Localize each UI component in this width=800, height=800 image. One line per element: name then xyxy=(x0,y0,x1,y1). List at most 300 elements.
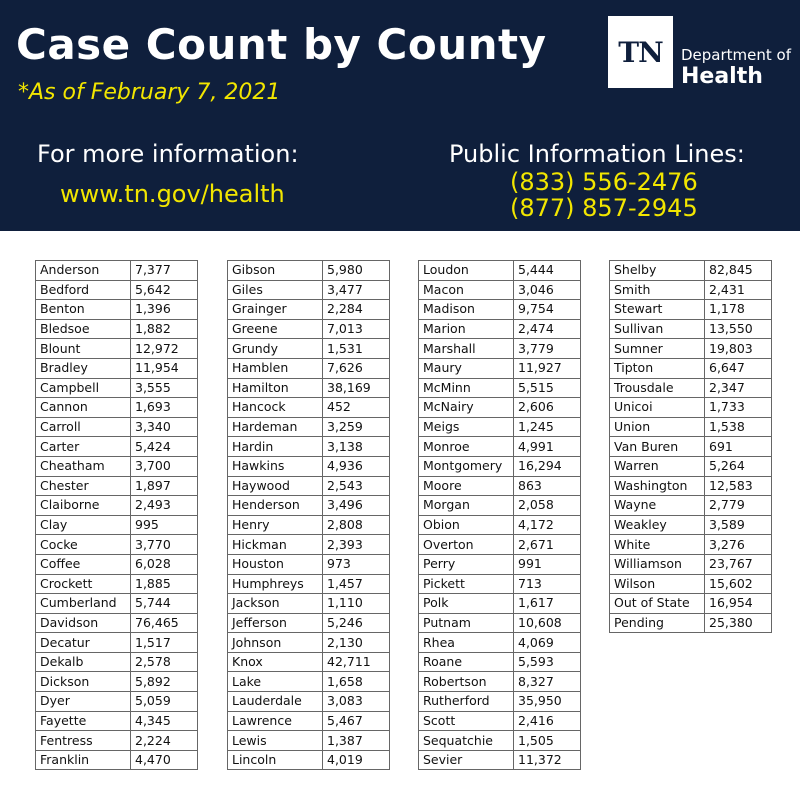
table-row xyxy=(610,358,772,378)
case-count: 11,954 xyxy=(131,358,198,378)
table-row xyxy=(419,378,581,398)
county-name: Gibson xyxy=(228,261,323,281)
case-count: 5,444 xyxy=(514,261,581,281)
case-count: 863 xyxy=(514,476,581,496)
table-row xyxy=(228,496,390,516)
table-row xyxy=(419,692,581,712)
case-count: 3,477 xyxy=(323,280,390,300)
table-row xyxy=(36,437,198,457)
table-row xyxy=(419,496,581,516)
table-row xyxy=(36,339,198,359)
county-table-2 xyxy=(227,260,390,770)
case-count: 6,028 xyxy=(131,554,198,574)
county-name: Lauderdale xyxy=(228,692,323,712)
table-row xyxy=(228,437,390,457)
case-count: 2,606 xyxy=(514,398,581,418)
county-name: Bledsoe xyxy=(36,319,131,339)
table-row xyxy=(419,672,581,692)
case-count: 9,754 xyxy=(514,300,581,320)
county-name: Grainger xyxy=(228,300,323,320)
case-count: 995 xyxy=(131,515,198,535)
table-row xyxy=(36,554,198,574)
case-count: 5,059 xyxy=(131,692,198,712)
table-row xyxy=(36,613,198,633)
county-name: White xyxy=(610,535,705,555)
case-count: 15,602 xyxy=(705,574,772,594)
case-count: 3,555 xyxy=(131,378,198,398)
case-count: 2,347 xyxy=(705,378,772,398)
case-count: 2,224 xyxy=(131,731,198,751)
table-row xyxy=(36,515,198,535)
county-name: Pending xyxy=(610,613,705,633)
case-count: 2,779 xyxy=(705,496,772,516)
table-row xyxy=(419,261,581,281)
county-name: Cocke xyxy=(36,535,131,555)
case-count: 991 xyxy=(514,554,581,574)
case-count: 5,744 xyxy=(131,594,198,614)
case-count: 1,457 xyxy=(323,574,390,594)
county-name: Bedford xyxy=(36,280,131,300)
county-name: Sequatchie xyxy=(419,731,514,751)
case-count: 2,416 xyxy=(514,711,581,731)
county-name: Bradley xyxy=(36,358,131,378)
case-count: 1,110 xyxy=(323,594,390,614)
case-count: 1,245 xyxy=(514,417,581,437)
table-row xyxy=(228,535,390,555)
county-name: Loudon xyxy=(419,261,514,281)
county-name: Van Buren xyxy=(610,437,705,457)
table-row xyxy=(610,535,772,555)
table-row xyxy=(228,574,390,594)
table-row xyxy=(36,672,198,692)
county-table-4 xyxy=(609,260,772,633)
table-row xyxy=(228,261,390,281)
case-count: 2,671 xyxy=(514,535,581,555)
table-row xyxy=(419,437,581,457)
county-name: Monroe xyxy=(419,437,514,457)
case-count: 1,617 xyxy=(514,594,581,614)
case-count: 2,808 xyxy=(323,515,390,535)
county-name: Carter xyxy=(36,437,131,457)
table-row xyxy=(610,437,772,457)
county-name: Pickett xyxy=(419,574,514,594)
county-name: Hardeman xyxy=(228,417,323,437)
county-name: Lake xyxy=(228,672,323,692)
table-row xyxy=(36,652,198,672)
case-count: 11,372 xyxy=(514,750,581,770)
county-name: Henderson xyxy=(228,496,323,516)
table-row xyxy=(610,280,772,300)
case-count: 7,626 xyxy=(323,358,390,378)
county-name: Houston xyxy=(228,554,323,574)
table-row xyxy=(36,750,198,770)
table-row xyxy=(36,261,198,281)
county-name: Davidson xyxy=(36,613,131,633)
table-row xyxy=(228,300,390,320)
case-count: 1,538 xyxy=(705,417,772,437)
county-name: Lawrence xyxy=(228,711,323,731)
case-count: 4,345 xyxy=(131,711,198,731)
county-name: McMinn xyxy=(419,378,514,398)
case-count: 4,936 xyxy=(323,456,390,476)
table-row xyxy=(419,339,581,359)
table-row xyxy=(228,358,390,378)
case-count: 13,550 xyxy=(705,319,772,339)
table-row xyxy=(419,554,581,574)
case-count: 691 xyxy=(705,437,772,457)
case-count: 12,583 xyxy=(705,476,772,496)
county-name: Benton xyxy=(36,300,131,320)
county-name: Morgan xyxy=(419,496,514,516)
table-row xyxy=(610,261,772,281)
county-name: Montgomery xyxy=(419,456,514,476)
county-name: Williamson xyxy=(610,554,705,574)
case-count: 7,013 xyxy=(323,319,390,339)
case-count: 5,467 xyxy=(323,711,390,731)
table-row xyxy=(36,496,198,516)
case-count: 1,897 xyxy=(131,476,198,496)
table-row xyxy=(228,692,390,712)
case-count: 1,505 xyxy=(514,731,581,751)
table-row xyxy=(228,731,390,751)
case-count: 19,803 xyxy=(705,339,772,359)
more-info-label: For more information: xyxy=(37,140,299,168)
county-name: Cannon xyxy=(36,398,131,418)
county-name: Overton xyxy=(419,535,514,555)
county-name: Dyer xyxy=(36,692,131,712)
county-name: Campbell xyxy=(36,378,131,398)
case-count: 2,431 xyxy=(705,280,772,300)
table-row xyxy=(419,633,581,653)
table-row xyxy=(228,515,390,535)
county-name: Wayne xyxy=(610,496,705,516)
county-name: Greene xyxy=(228,319,323,339)
county-name: Obion xyxy=(419,515,514,535)
table-row xyxy=(36,456,198,476)
case-count: 4,069 xyxy=(514,633,581,653)
county-table-3 xyxy=(418,260,581,770)
case-count: 10,608 xyxy=(514,613,581,633)
case-count: 3,276 xyxy=(705,535,772,555)
county-name: McNairy xyxy=(419,398,514,418)
table-row xyxy=(610,378,772,398)
county-name: Knox xyxy=(228,652,323,672)
table-row xyxy=(228,339,390,359)
phone-number-2[interactable]: (877) 857-2945 xyxy=(510,194,698,222)
county-name: Unicoi xyxy=(610,398,705,418)
county-name: Roane xyxy=(419,652,514,672)
county-name: Marshall xyxy=(419,339,514,359)
county-name: Washington xyxy=(610,476,705,496)
county-name: Sullivan xyxy=(610,319,705,339)
case-count: 4,172 xyxy=(514,515,581,535)
case-count: 25,380 xyxy=(705,613,772,633)
table-row xyxy=(228,652,390,672)
table-row xyxy=(419,613,581,633)
table-row xyxy=(610,594,772,614)
table-row xyxy=(36,378,198,398)
case-count: 1,387 xyxy=(323,731,390,751)
case-count: 2,543 xyxy=(323,476,390,496)
county-name: Weakley xyxy=(610,515,705,535)
table-row xyxy=(610,554,772,574)
county-name: Hardin xyxy=(228,437,323,457)
county-name: Scott xyxy=(419,711,514,731)
county-name: Smith xyxy=(610,280,705,300)
case-count: 5,264 xyxy=(705,456,772,476)
county-name: Anderson xyxy=(36,261,131,281)
county-name: Hamilton xyxy=(228,378,323,398)
case-count: 5,515 xyxy=(514,378,581,398)
case-count: 5,642 xyxy=(131,280,198,300)
public-lines-label: Public Information Lines: xyxy=(449,140,745,168)
table-row xyxy=(36,731,198,751)
table-row xyxy=(610,574,772,594)
case-count: 452 xyxy=(323,398,390,418)
case-count: 1,517 xyxy=(131,633,198,653)
county-name: Polk xyxy=(419,594,514,614)
table-row xyxy=(610,417,772,437)
table-row xyxy=(419,280,581,300)
table-row xyxy=(419,319,581,339)
case-count: 973 xyxy=(323,554,390,574)
county-name: Franklin xyxy=(36,750,131,770)
table-row xyxy=(419,476,581,496)
table-row xyxy=(419,652,581,672)
header-banner xyxy=(0,0,800,231)
case-count: 6,647 xyxy=(705,358,772,378)
case-count: 2,493 xyxy=(131,496,198,516)
county-name: Coffee xyxy=(36,554,131,574)
case-count: 713 xyxy=(514,574,581,594)
county-name: Johnson xyxy=(228,633,323,653)
table-row xyxy=(36,692,198,712)
case-count: 2,578 xyxy=(131,652,198,672)
county-name: Hamblen xyxy=(228,358,323,378)
table-row xyxy=(419,300,581,320)
county-name: Blount xyxy=(36,339,131,359)
table-row xyxy=(228,319,390,339)
table-row xyxy=(419,398,581,418)
county-name: Union xyxy=(610,417,705,437)
case-count: 5,980 xyxy=(323,261,390,281)
case-count: 76,465 xyxy=(131,613,198,633)
case-count: 4,470 xyxy=(131,750,198,770)
county-name: Putnam xyxy=(419,613,514,633)
as-of-date: *As of February 7, 2021 xyxy=(18,80,281,105)
county-name: Macon xyxy=(419,280,514,300)
case-count: 4,991 xyxy=(514,437,581,457)
table-row xyxy=(610,398,772,418)
county-name: Maury xyxy=(419,358,514,378)
table-row xyxy=(419,358,581,378)
county-name: Dekalb xyxy=(36,652,131,672)
table-row xyxy=(36,574,198,594)
case-count: 3,700 xyxy=(131,456,198,476)
table-row xyxy=(36,319,198,339)
county-name: Cumberland xyxy=(36,594,131,614)
case-count: 2,284 xyxy=(323,300,390,320)
table-row xyxy=(228,711,390,731)
case-count: 3,138 xyxy=(323,437,390,457)
table-row xyxy=(419,515,581,535)
county-name: Out of State xyxy=(610,594,705,614)
tn-logo-mark: TN xyxy=(618,35,663,69)
table-row xyxy=(36,300,198,320)
county-name: Giles xyxy=(228,280,323,300)
table-row xyxy=(228,613,390,633)
county-name: Chester xyxy=(36,476,131,496)
table-row xyxy=(36,476,198,496)
case-count: 38,169 xyxy=(323,378,390,398)
case-count: 5,246 xyxy=(323,613,390,633)
table-row xyxy=(228,398,390,418)
county-name: Crockett xyxy=(36,574,131,594)
table-row xyxy=(419,750,581,770)
table-row xyxy=(419,417,581,437)
table-row xyxy=(610,515,772,535)
table-row xyxy=(228,633,390,653)
county-name: Perry xyxy=(419,554,514,574)
case-count: 2,058 xyxy=(514,496,581,516)
health-label: Health xyxy=(681,64,763,89)
table-row xyxy=(36,535,198,555)
case-count: 5,593 xyxy=(514,652,581,672)
county-name: Claiborne xyxy=(36,496,131,516)
county-name: Fentress xyxy=(36,731,131,751)
county-name: Tipton xyxy=(610,358,705,378)
county-name: Fayette xyxy=(36,711,131,731)
website-link[interactable]: www.tn.gov/health xyxy=(60,180,285,208)
case-count: 35,950 xyxy=(514,692,581,712)
county-name: Hawkins xyxy=(228,456,323,476)
county-name: Dickson xyxy=(36,672,131,692)
table-row xyxy=(419,535,581,555)
case-count: 3,259 xyxy=(323,417,390,437)
case-count: 23,767 xyxy=(705,554,772,574)
phone-number-1[interactable]: (833) 556-2476 xyxy=(510,168,698,196)
case-count: 1,658 xyxy=(323,672,390,692)
table-row xyxy=(228,280,390,300)
county-name: Jefferson xyxy=(228,613,323,633)
case-count: 3,589 xyxy=(705,515,772,535)
table-row xyxy=(228,417,390,437)
county-name: Robertson xyxy=(419,672,514,692)
table-row xyxy=(228,672,390,692)
case-count: 3,770 xyxy=(131,535,198,555)
table-row xyxy=(36,280,198,300)
table-row xyxy=(610,319,772,339)
table-row xyxy=(610,476,772,496)
county-name: Humphreys xyxy=(228,574,323,594)
table-row xyxy=(36,358,198,378)
case-count: 3,046 xyxy=(514,280,581,300)
county-name: Cheatham xyxy=(36,456,131,476)
case-count: 3,340 xyxy=(131,417,198,437)
table-row xyxy=(610,300,772,320)
table-row xyxy=(610,456,772,476)
case-count: 3,496 xyxy=(323,496,390,516)
county-name: Rhea xyxy=(419,633,514,653)
county-name: Marion xyxy=(419,319,514,339)
county-name: Rutherford xyxy=(419,692,514,712)
department-label: Department of xyxy=(681,46,791,64)
case-count: 2,393 xyxy=(323,535,390,555)
case-count: 1,733 xyxy=(705,398,772,418)
county-table-1 xyxy=(35,260,198,770)
county-name: Warren xyxy=(610,456,705,476)
county-name: Trousdale xyxy=(610,378,705,398)
table-row xyxy=(36,417,198,437)
table-row xyxy=(610,496,772,516)
case-count: 1,882 xyxy=(131,319,198,339)
table-row xyxy=(610,613,772,633)
county-name: Moore xyxy=(419,476,514,496)
tn-logo xyxy=(608,16,673,88)
county-name: Clay xyxy=(36,515,131,535)
county-name: Shelby xyxy=(610,261,705,281)
case-count: 82,845 xyxy=(705,261,772,281)
case-count: 8,327 xyxy=(514,672,581,692)
table-row xyxy=(36,711,198,731)
county-name: Lewis xyxy=(228,731,323,751)
case-count: 7,377 xyxy=(131,261,198,281)
county-name: Meigs xyxy=(419,417,514,437)
case-count: 2,474 xyxy=(514,319,581,339)
county-name: Lincoln xyxy=(228,750,323,770)
table-row xyxy=(228,750,390,770)
table-row xyxy=(419,711,581,731)
case-count: 1,693 xyxy=(131,398,198,418)
case-count: 5,424 xyxy=(131,437,198,457)
case-count: 1,396 xyxy=(131,300,198,320)
table-row xyxy=(228,476,390,496)
case-count: 4,019 xyxy=(323,750,390,770)
county-name: Grundy xyxy=(228,339,323,359)
table-row xyxy=(36,633,198,653)
county-name: Sumner xyxy=(610,339,705,359)
case-count: 5,892 xyxy=(131,672,198,692)
county-name: Jackson xyxy=(228,594,323,614)
table-row xyxy=(36,398,198,418)
table-row xyxy=(419,731,581,751)
county-name: Henry xyxy=(228,515,323,535)
page-title: Case Count by County xyxy=(16,20,547,69)
case-count: 16,294 xyxy=(514,456,581,476)
table-row xyxy=(419,456,581,476)
county-name: Wilson xyxy=(610,574,705,594)
case-count: 11,927 xyxy=(514,358,581,378)
case-count: 3,779 xyxy=(514,339,581,359)
table-row xyxy=(419,574,581,594)
county-name: Decatur xyxy=(36,633,131,653)
table-row xyxy=(228,554,390,574)
county-name: Hancock xyxy=(228,398,323,418)
case-count: 42,711 xyxy=(323,652,390,672)
county-name: Madison xyxy=(419,300,514,320)
case-count: 2,130 xyxy=(323,633,390,653)
case-count: 12,972 xyxy=(131,339,198,359)
county-name: Sevier xyxy=(419,750,514,770)
table-row xyxy=(228,594,390,614)
county-name: Carroll xyxy=(36,417,131,437)
case-count: 3,083 xyxy=(323,692,390,712)
table-row xyxy=(228,456,390,476)
county-name: Hickman xyxy=(228,535,323,555)
table-row xyxy=(419,594,581,614)
county-name: Haywood xyxy=(228,476,323,496)
case-count: 1,885 xyxy=(131,574,198,594)
